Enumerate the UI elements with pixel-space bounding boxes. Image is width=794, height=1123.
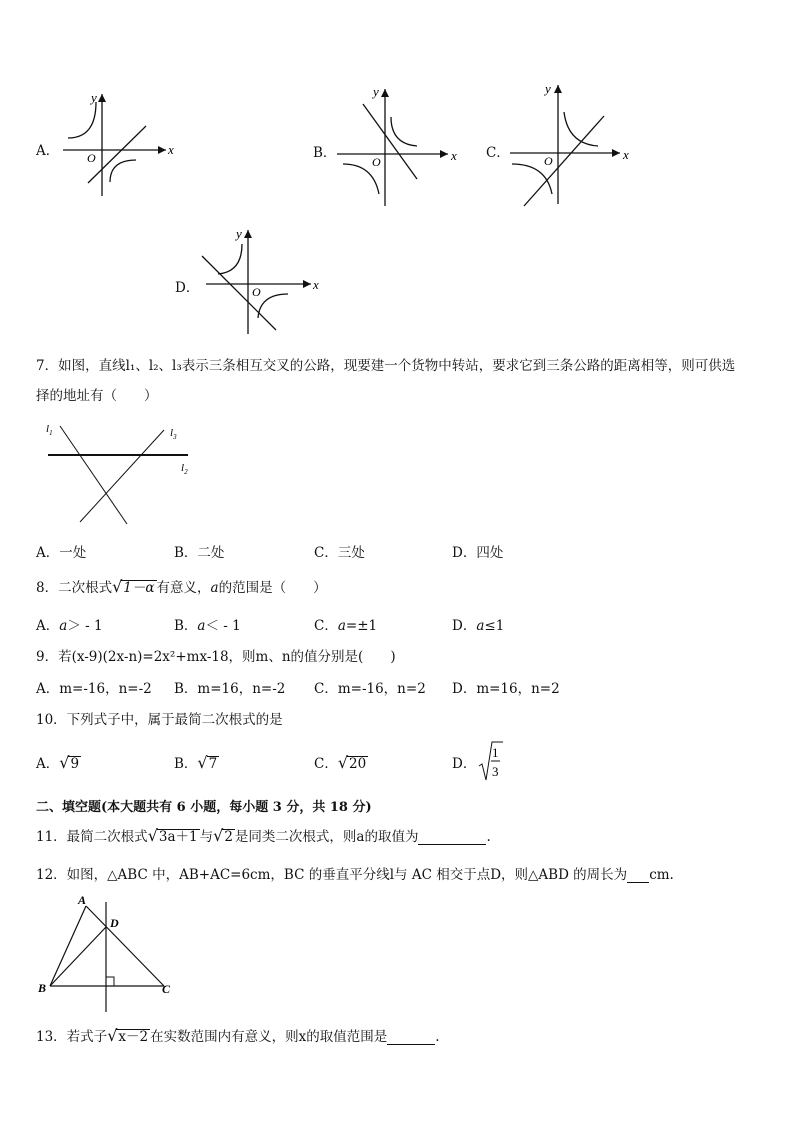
axis-x-label: x	[451, 148, 457, 163]
origin-label: O	[87, 151, 96, 165]
q6-option-d-letter[interactable]: D．	[175, 280, 200, 296]
svg-text:1: 1	[492, 745, 499, 760]
vertex-b-label: B	[38, 981, 47, 995]
q7-text-line2: 择的地址有（ ）	[36, 388, 158, 404]
vertex-c-label: C	[162, 982, 171, 996]
q10-option-b[interactable]: B．√7	[174, 753, 218, 772]
q8-option-b[interactable]: B．a＜ - 1	[174, 618, 241, 634]
q8-radicand: 1－α	[123, 580, 155, 596]
origin-label: O	[372, 155, 381, 169]
q7-option-d[interactable]: D．四处	[452, 545, 504, 561]
q10-option-a[interactable]: A．√9	[36, 753, 80, 772]
q11-answer-blank[interactable]	[418, 830, 486, 845]
q9-option-d[interactable]: D．m=16，n=2	[452, 681, 560, 697]
q7-option-a[interactable]: A．一处	[36, 545, 87, 561]
q8-option-d[interactable]: D．a≤1	[452, 618, 505, 634]
q6-option-c-letter[interactable]: C．	[486, 145, 510, 161]
q9-text: 9．若(x-9)(2x-n)=2x²+mx-18，则m、n的值分别是( )	[36, 649, 396, 665]
l1-label: $l_1$	[46, 423, 53, 437]
point-d-label: D	[110, 916, 119, 930]
origin-label: O	[252, 285, 261, 299]
q6-option-b-letter[interactable]: B．	[313, 145, 337, 161]
q12-answer-blank[interactable]	[627, 868, 649, 883]
q9-option-c[interactable]: C．m=-16，n=2	[314, 681, 426, 697]
q7-figure	[40, 418, 200, 528]
axis-y-label: y	[373, 84, 379, 99]
q6-option-a-letter[interactable]: A．	[36, 143, 60, 159]
l3-label: $l_3$	[170, 427, 177, 441]
q9-option-a[interactable]: A．m=-16，n=-2	[36, 681, 152, 697]
axis-y-label: y	[91, 90, 97, 105]
q7-option-b[interactable]: B．二处	[174, 545, 225, 561]
q6-option-a-graph	[58, 88, 183, 200]
q9-option-b[interactable]: B．m=16，n=-2	[174, 681, 286, 697]
svg-text:3: 3	[492, 764, 499, 779]
q7-option-c[interactable]: C．三处	[314, 545, 365, 561]
q6-option-d-graph	[198, 226, 328, 338]
q8-option-a[interactable]: A．a＞ - 1	[36, 618, 103, 634]
q12-triangle-figure	[34, 890, 184, 1015]
q11-text: 11．最简二次根式√3a＋1 与√2 是同类二次根式，则a的取值为 .	[36, 826, 491, 845]
q10-option-d-fraction-radical	[478, 740, 504, 784]
q13-text: 13．若式子√x－2 在实数范围内有意义，则x的取值范围是 .	[36, 1026, 440, 1045]
section2-heading: 二、填空题(本大题共有 6 小题，每小题 3 分，共 18 分)	[36, 800, 372, 815]
q7-text-line1: 7．如图，直线l₁、l₂、l₃表示三条相互交叉的公路，现要建一个货物中转站，要求它到三条公路的距离相等，则可供选	[36, 358, 736, 374]
axis-x-label: x	[168, 142, 174, 157]
q6-option-b-graph	[335, 84, 465, 209]
q8-option-c[interactable]: C．a=±1	[314, 618, 378, 634]
q10-option-c[interactable]: C．√20	[314, 753, 367, 772]
q10-option-d[interactable]: D．	[452, 756, 477, 772]
q6-option-c-graph	[506, 80, 636, 212]
axis-y-label: y	[236, 226, 242, 241]
vertex-a-label: A	[78, 893, 87, 907]
q12-text: 12．如图，△ABC 中，AB+AC=6cm，BC 的垂直平分线l与 AC 相交于点D，则△ABD 的周长为 cm.	[36, 867, 674, 883]
axis-y-label: y	[545, 81, 551, 96]
axis-x-label: x	[313, 277, 319, 292]
q10-text: 10．下列式子中，属于最简二次根式的是	[36, 712, 283, 728]
l2-label: $l_2$	[181, 462, 188, 476]
origin-label: O	[544, 154, 553, 168]
axis-x-label: x	[623, 147, 629, 162]
q13-answer-blank[interactable]	[387, 1030, 435, 1045]
q8-text: 8．二次根式√1－α 有意义，a的范围是（ ）	[36, 577, 327, 596]
